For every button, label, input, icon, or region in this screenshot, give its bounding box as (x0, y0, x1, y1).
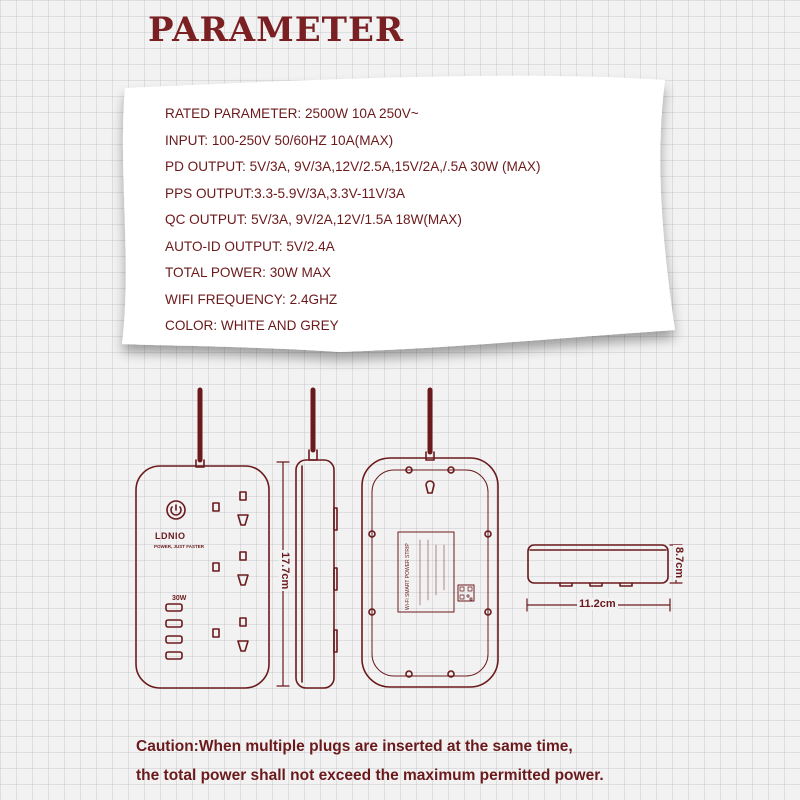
watt-badge: 30W (172, 595, 187, 602)
usb-port-1 (166, 604, 182, 611)
back-view (362, 390, 498, 687)
param-qc-output: QC OUTPUT: 5V/3A, 9V/2A,12V/1.5A 18W(MAX) (165, 212, 462, 227)
usb-port-4 (166, 652, 182, 659)
caution-line-1: Caution:When multiple plugs are inserted at the same time, (136, 738, 573, 755)
socket-outlet-2 (213, 552, 248, 585)
parameter-list (165, 104, 541, 343)
param-input: INPUT: 100-250V 50/60HZ 10A(MAX) (165, 132, 394, 148)
page-title: PARAMETER (148, 10, 405, 50)
param-rated: RATED PARAMETER: 2500W 10A 250V~ (165, 106, 419, 121)
height-dimension-label: 17.7cm (279, 552, 291, 590)
hang-hole (426, 481, 434, 493)
width-dimension-label: 11.2cm (579, 598, 616, 610)
depth-dimension-label: 8.7cm (673, 547, 685, 579)
side-view (277, 390, 337, 688)
qr-code (458, 585, 474, 601)
socket-outlet-3 (213, 618, 248, 651)
caution-line-2: the total power shall not exceed the maximum permitted power. (136, 767, 604, 784)
param-auto-id-output: AUTO-ID OUTPUT: 5V/2.4A (165, 238, 335, 254)
parameter-card (0, 0, 800, 380)
param-pps-output: PPS OUTPUT:3.3-5.9V/3A,3.3V-11V/3A (165, 185, 406, 201)
socket-outlet-1 (213, 492, 248, 525)
param-wifi-frequency: WIFI FREQUENCY: 2.4GHZ (165, 291, 338, 307)
brand-tagline: POWER, JUST FASTER (154, 544, 205, 549)
caution-note (136, 732, 604, 790)
param-pd-output: PD OUTPUT: 5V/3A, 9V/3A,12V/2.5A,15V/2A,/.5A 30W (MAX) (165, 159, 541, 174)
param-color: COLOR: WHITE AND GREY (165, 318, 339, 333)
back-label-text: Wi-Fi SMART POWER STRIP (405, 543, 411, 610)
param-total-power: TOTAL POWER: 30W MAX (165, 265, 331, 280)
front-body (136, 466, 269, 688)
usb-port-2 (166, 620, 182, 627)
usb-port-3 (166, 636, 182, 643)
product-drawing (0, 380, 800, 700)
brand-logo-text: LDNIO (155, 531, 186, 541)
